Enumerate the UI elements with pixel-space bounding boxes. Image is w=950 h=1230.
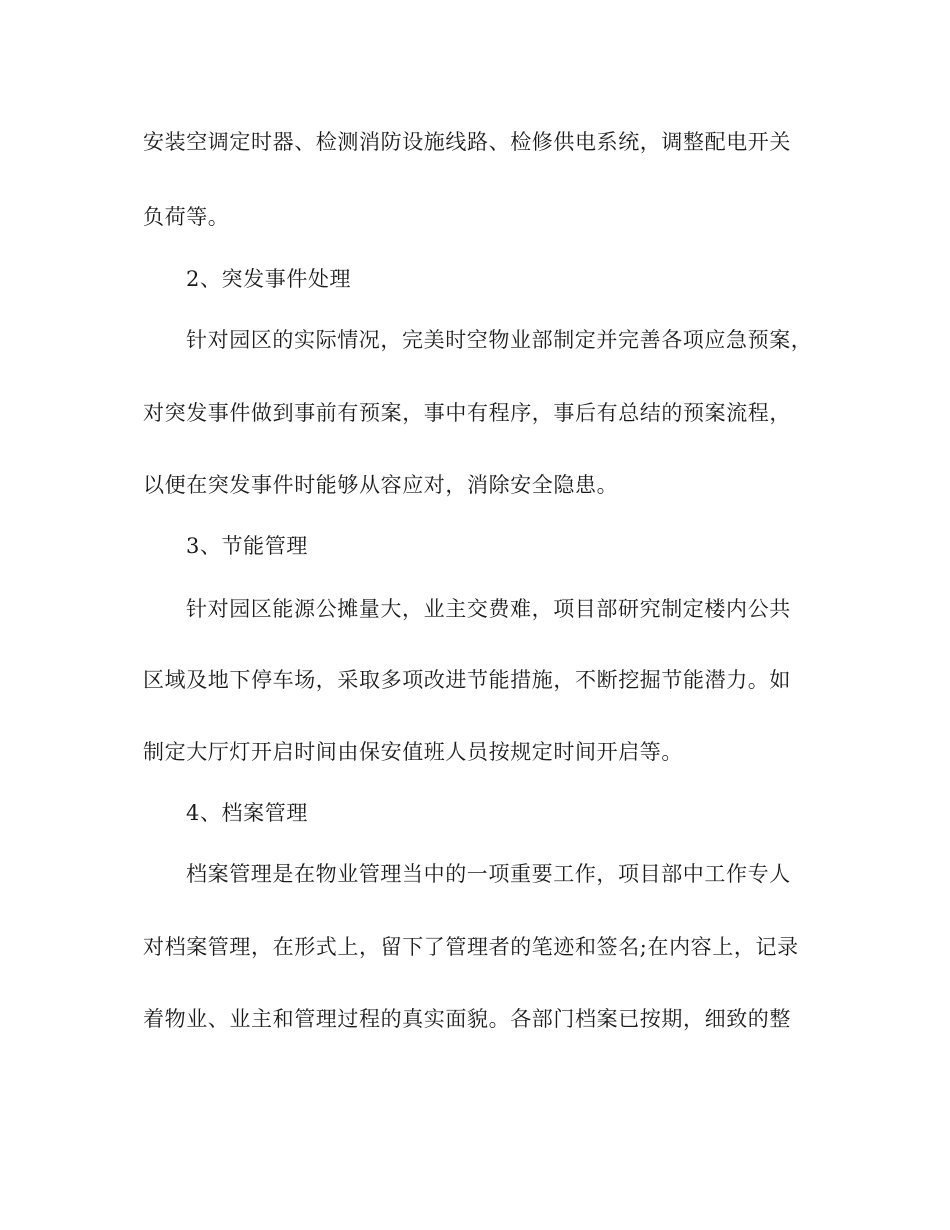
paragraph-line: 对突发事件做到事前有预案，事中有程序，事后有总结的预案流程， bbox=[143, 401, 791, 425]
paragraph-line: 档案管理是在物业管理当中的一项重要工作，项目部中工作专人 bbox=[186, 862, 791, 886]
paragraph-line: 针对园区能源公摊量大，业主交费难，项目部研究制定楼内公共 bbox=[186, 597, 791, 621]
paragraph-line: 针对园区的实际情况，完美时空物业部制定并完善各项应急预案， bbox=[186, 328, 813, 352]
paragraph-line: 安装空调定时器、检测消防设施线路、检修供电系统，调整配电开关 bbox=[143, 130, 791, 154]
paragraph-line: 对档案管理，在形式上，留下了管理者的笔迹和签名;在内容上，记录 bbox=[143, 935, 799, 959]
paragraph-line: 制定大厅灯开启时间由保安值班人员按规定时间开启等。 bbox=[143, 740, 683, 764]
paragraph-line: 以便在突发事件时能够从容应对，消除安全隐患。 bbox=[143, 473, 619, 497]
paragraph-line: 着物业、业主和管理过程的真实面貌。各部门档案已按期，细致的整 bbox=[143, 1007, 791, 1031]
paragraph-line: 负荷等。 bbox=[143, 205, 230, 229]
section-heading: 2、突发事件处理 bbox=[186, 267, 352, 291]
paragraph-line: 区域及地下停车场，采取多项改进节能措施，不断挖掘节能潜力。如 bbox=[143, 668, 791, 692]
section-heading: 3、节能管理 bbox=[186, 534, 308, 558]
section-heading: 4、档案管理 bbox=[186, 801, 308, 825]
